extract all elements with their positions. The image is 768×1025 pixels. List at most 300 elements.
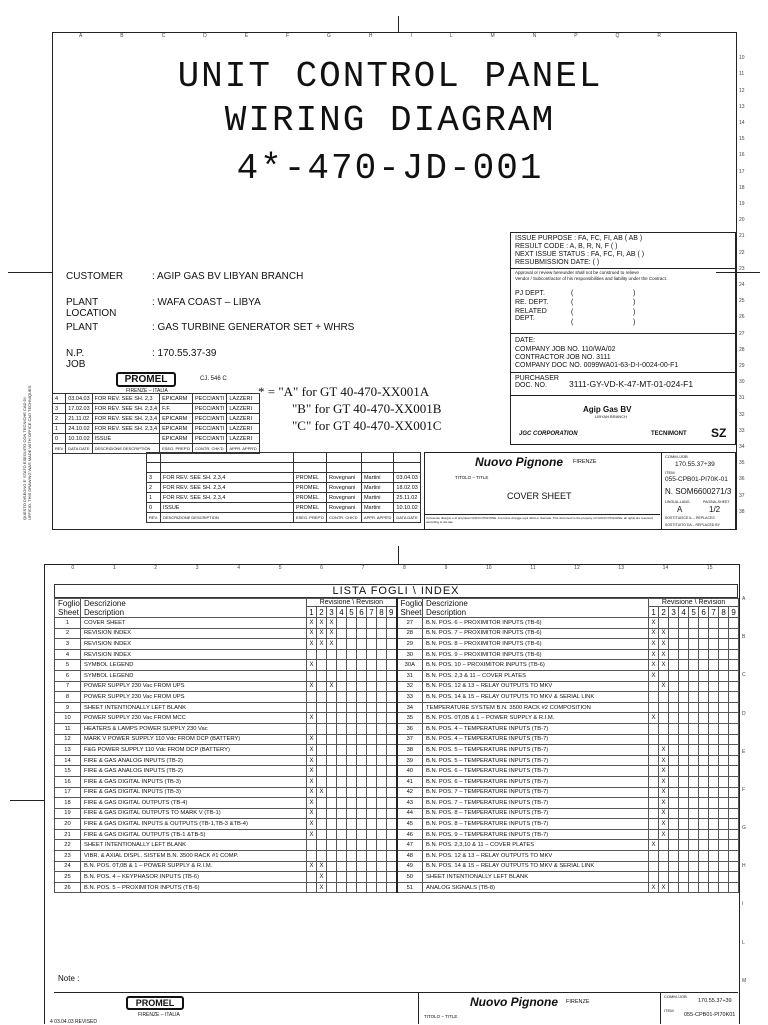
revision-mark: X: [327, 618, 337, 629]
revision-mark: [327, 840, 337, 851]
revision-mark: [649, 702, 659, 713]
revision-mark: [729, 840, 739, 851]
sheet-description: SHEET INTENTIONALLY LEFT BLANK: [423, 872, 649, 883]
revision-mark: X: [659, 808, 669, 819]
revision-mark: X: [307, 808, 317, 819]
table-row: [55, 776, 739, 787]
revision-mark: [649, 723, 659, 734]
revision-mark: [729, 829, 739, 840]
header-foglio: [55, 599, 81, 618]
revision-cell-empty: [160, 463, 293, 473]
revision-cell-b: Rovegnani: [326, 493, 361, 503]
next-issue-line: NEXT ISSUE STATUS : FA, FC, FI, AB ( ): [515, 251, 645, 258]
revision-mark: [699, 618, 709, 629]
promel-code: CJ. 546 C: [200, 376, 227, 382]
table-row: [55, 787, 739, 798]
revision-cell-empty: [160, 453, 293, 463]
crop-mark-top: [398, 16, 399, 32]
ruler-label: 11: [530, 565, 536, 571]
revision-mark: [317, 649, 327, 660]
revision-cell-rev: 3: [53, 404, 66, 414]
revision-cell-desc: FOR REV. SEE SH. 2,3,4: [160, 493, 293, 503]
revision-mark: [679, 787, 689, 798]
revision-cell-empty: [394, 463, 421, 473]
revision-cell-rev: 0: [53, 434, 66, 444]
revision-mark: X: [307, 734, 317, 745]
revision-mark: [347, 798, 357, 809]
info-value: : GAS TURBINE GENERATOR SET + WHRS: [152, 322, 355, 333]
revision-mark: [669, 819, 679, 830]
revision-mark: [679, 692, 689, 703]
table-row: [55, 808, 739, 819]
table-row: [55, 681, 739, 692]
revision-mark: [387, 787, 397, 798]
ruler-label: 10: [486, 565, 492, 571]
ruler-label: 14: [662, 565, 669, 571]
revision-mark: [337, 776, 347, 787]
company-job-no: COMPANY JOB NO. 110/WA/02: [515, 346, 616, 353]
revision-mark: [347, 649, 357, 660]
revision-mark: [719, 787, 729, 798]
sheet-number: 47: [397, 840, 423, 851]
revision-mark: [699, 787, 709, 798]
revision-mark: [659, 702, 669, 713]
revision-mark: [649, 851, 659, 862]
index-item: 055-CPB01-PI70K01: [684, 1012, 736, 1018]
index-comm-job-label: COMM./JOB: [664, 994, 687, 999]
revision-cell-date: 10.10.02: [66, 434, 92, 444]
ruler-label: 35: [739, 460, 745, 467]
revision-mark: [377, 787, 387, 798]
revision-row: [147, 483, 421, 493]
revision-mark: [669, 829, 679, 840]
revision-mark: [649, 829, 659, 840]
revision-mark: [669, 808, 679, 819]
revision-mark: [649, 755, 659, 766]
crop-mark-left: [8, 272, 52, 273]
revision-mark: [367, 734, 377, 745]
revision-mark: [317, 819, 327, 830]
revision-mark: [649, 819, 659, 830]
ruler-label: 30: [739, 379, 745, 386]
revision-mark: [649, 787, 659, 798]
revision-mark: X: [649, 649, 659, 660]
revision-mark: X: [327, 639, 337, 650]
revision-number-header: 1: [649, 607, 659, 618]
revision-mark: [357, 861, 367, 872]
cover-sheet-title: COVER SHEET: [507, 491, 572, 501]
ruler-label: 38: [739, 508, 745, 515]
sheet-number: 30: [397, 649, 423, 660]
purchaser-doc-label: PURCHASER DOC. NO.: [515, 375, 559, 389]
ruler-label: 37: [739, 492, 745, 499]
sheet-number: 12: [55, 734, 81, 745]
ruler-label: M: [490, 33, 495, 39]
ruler-label: 4: [237, 565, 240, 571]
table-row: [55, 618, 739, 629]
sheet-number: 13: [55, 745, 81, 756]
contractor-job-no: CONTRACTOR JOB NO. 3111: [515, 354, 611, 361]
sheet-description: B.N. POS. 7 – PROXIMITOR INPUTS (TB-6): [423, 628, 649, 639]
revision-mark: [679, 819, 689, 830]
revision-mark: [709, 713, 719, 724]
sheet-number: 44: [397, 808, 423, 819]
revision-mark: [377, 639, 387, 650]
revision-mark: [337, 649, 347, 660]
revision-mark: [679, 755, 689, 766]
titolo-label: TITOLO – TITLE: [455, 475, 489, 480]
revision-header-b: CONTR. CHK'D: [193, 444, 227, 454]
revision-mark: [327, 882, 337, 893]
revision-mark: [327, 819, 337, 830]
sheet-number: 14: [55, 755, 81, 766]
revision-mark: X: [327, 628, 337, 639]
revision-mark: [719, 829, 729, 840]
revision-mark: [709, 872, 719, 883]
sheet-description: COVER SHEET: [81, 618, 307, 629]
revision-mark: X: [659, 787, 669, 798]
sz-logo: SZ: [711, 426, 727, 440]
revision-mark: [689, 819, 699, 830]
revision-mark: [347, 745, 357, 756]
revision-mark: [327, 798, 337, 809]
sheet-number: 15: [55, 766, 81, 777]
revision-mark: [719, 734, 729, 745]
sheet-description: POWER SUPPLY 230 Vac FROM UPS: [81, 692, 307, 703]
revision-number-header: 2: [659, 607, 669, 618]
revision-header-a: ESEG. PREP'D: [293, 513, 326, 523]
revision-mark: [377, 808, 387, 819]
revision-mark: [357, 819, 367, 830]
revision-mark: [367, 755, 377, 766]
revision-mark: [679, 861, 689, 872]
revision-header-date: DATA DATE: [394, 513, 421, 523]
table-row: [55, 840, 739, 851]
approval-note-2: Vendor / Subcontractor of his responsibilities and liability under the Contract.: [515, 276, 668, 281]
revision-mark: [689, 745, 699, 756]
revision-cell-rev: 2: [147, 483, 161, 493]
revision-mark: [377, 745, 387, 756]
revision-mark: [709, 702, 719, 713]
revision-cell-date: 21.11.02: [66, 414, 92, 424]
tecnimont-logo: TECNIMONT: [651, 431, 687, 437]
revision-mark: X: [307, 861, 317, 872]
revision-mark: [689, 829, 699, 840]
revision-mark: [719, 776, 729, 787]
revision-mark: [337, 734, 347, 745]
revision-mark: [669, 861, 679, 872]
header-revision: Revisione \ Revision: [649, 599, 739, 607]
revision-mark: [357, 872, 367, 883]
revision-mark: [669, 798, 679, 809]
revision-mark: [729, 776, 739, 787]
revision-mark: [367, 702, 377, 713]
sheet-number: 42: [397, 787, 423, 798]
sheet-description: B.N. POS. 8 – TEMPERATURE INPUTS (TB-7): [423, 808, 649, 819]
revision-mark: [387, 819, 397, 830]
sheet-number: 21: [55, 829, 81, 840]
revision-mark: [377, 840, 387, 851]
title-line-2: WIRING DIAGRAM: [224, 100, 556, 141]
revision-number-header: 2: [317, 607, 327, 618]
revision-mark: [387, 745, 397, 756]
revision-mark: [719, 723, 729, 734]
revision-mark: [387, 660, 397, 671]
revision-cell-desc: FOR REV. SEE SH. 2,3,4: [160, 473, 293, 483]
revision-mark: [337, 713, 347, 724]
revision-mark: [669, 766, 679, 777]
revision-mark: [699, 808, 709, 819]
sheet-description: SYMBOL LEGEND: [81, 670, 307, 681]
sheet-description: POWER SUPPLY 230 Vac FROM MCC: [81, 713, 307, 724]
ruler-label: I: [410, 33, 412, 39]
title-line-1: UNIT CONTROL PANEL: [177, 56, 603, 97]
revision-mark: [367, 670, 377, 681]
ruler-label: 5: [278, 565, 282, 571]
table-row: [55, 628, 739, 639]
ruler-label: B: [120, 33, 124, 39]
revision-number-header: 5: [347, 607, 357, 618]
revision-mark: [347, 776, 357, 787]
sheet-description: B.N. POS. 8 – TEMPERATURE INPUTS (TB-7): [423, 819, 649, 830]
revision-mark: [719, 660, 729, 671]
revision-mark: [699, 798, 709, 809]
sheet-number: 28: [397, 628, 423, 639]
sheet-description: B.N. POS. 5 – TEMPERATURE INPUTS (TB-7): [423, 755, 649, 766]
revision-mark: [307, 872, 317, 883]
revision-mark: [729, 702, 739, 713]
revision-mark: [317, 766, 327, 777]
revision-mark: [699, 660, 709, 671]
revision-mark: [689, 861, 699, 872]
revision-mark: [679, 808, 689, 819]
sheet-number: 51: [397, 882, 423, 893]
sheet-number: 35: [397, 713, 423, 724]
ruler-label: 9: [444, 565, 448, 571]
revision-mark: [659, 618, 669, 629]
revision-cell-c: LAZZERI: [227, 434, 259, 444]
revision-mark: [347, 840, 357, 851]
ruler-label: B: [742, 634, 746, 641]
revision-mark: [649, 798, 659, 809]
revision-mark: [669, 670, 679, 681]
revision-mark: [669, 702, 679, 713]
ruler-label: 1: [112, 565, 116, 571]
ruler-label: 15: [706, 565, 713, 571]
table-row: [55, 723, 739, 734]
sheet-description: SHEET INTENTIONALLY LEFT BLANK: [81, 702, 307, 713]
company-doc-no: COMPANY DOC NO. 0099WA01-63-D-I-0024-00-F1: [515, 362, 679, 369]
sheet-description: REVISION INDEX: [81, 628, 307, 639]
promel-revision-table: [52, 393, 260, 454]
table-row: [55, 660, 739, 671]
revision-mark: [357, 649, 367, 660]
revision-mark: [719, 819, 729, 830]
revision-row: [147, 473, 421, 483]
revision-mark: [689, 755, 699, 766]
revision-mark: [719, 670, 729, 681]
sheet-description: TEMPERATURE SYSTEM B.N. 3500 RACK #2 COMPOSITION: [423, 702, 649, 713]
revision-mark: [729, 618, 739, 629]
table-row: [55, 702, 739, 713]
revision-mark: X: [659, 628, 669, 639]
table-row: [55, 692, 739, 703]
table-row: [55, 829, 739, 840]
ruler-label: I: [742, 901, 744, 908]
revision-cell-rev: 1: [53, 424, 66, 434]
revision-mark: X: [659, 745, 669, 756]
index-promel-sub: FIRENZE – ITALIA: [138, 1012, 180, 1018]
revision-mark: [689, 776, 699, 787]
revision-row: [53, 424, 260, 434]
revision-mark: [317, 776, 327, 787]
revision-mark: [729, 660, 739, 671]
revision-mark: [337, 745, 347, 756]
revision-mark: [337, 819, 347, 830]
revision-mark: [387, 861, 397, 872]
sheet-description: F&G POWER SUPPLY 110 Vdc FROM DCP (BATTERY): [81, 745, 307, 756]
revision-mark: [327, 713, 337, 724]
revision-mark: [327, 755, 337, 766]
sheet-description: B.N. POS. 7 – TEMPERATURE INPUTS (TB-7): [423, 798, 649, 809]
variant-c: "C" for GT 40-470-XX001C: [292, 418, 442, 433]
comm-job-label: COMM./JOB: [665, 454, 688, 459]
revision-cell-date: 10.10.02: [394, 503, 421, 513]
revision-number-header: 9: [387, 607, 397, 618]
revision-mark: [649, 766, 659, 777]
info-label: N.P. JOB: [66, 348, 86, 370]
ruler-label: 11: [739, 71, 745, 78]
revision-mark: [327, 660, 337, 671]
revision-mark: X: [317, 639, 327, 650]
revision-mark: X: [307, 776, 317, 787]
ruler-label: 10: [739, 55, 745, 62]
revision-mark: [689, 618, 699, 629]
re-dept: RE. DEPT.: [515, 299, 549, 306]
revision-mark: [317, 670, 327, 681]
ruler-label: 16: [739, 152, 745, 159]
pj-dept: PJ DEPT.: [515, 290, 545, 297]
revision-mark: [699, 861, 709, 872]
revision-mark: X: [649, 882, 659, 893]
revision-mark: [669, 872, 679, 883]
revision-cell-c: Martini: [361, 473, 393, 483]
index-comm-job: 170.55.37÷39: [698, 998, 732, 1004]
revision-cell-c: LAZZERI: [227, 404, 259, 414]
revision-mark: [729, 755, 739, 766]
revision-mark: X: [307, 628, 317, 639]
related-dept: RELATED DEPT.: [515, 308, 547, 322]
revision-mark: [699, 851, 709, 862]
revision-header-desc: DESCRIZIONE DESCRIPTION: [160, 513, 293, 523]
sheet-description: REVISION INDEX: [81, 639, 307, 650]
sheet-description: HEATERS & LAMPS POWER SUPPLY 230 Vac: [81, 723, 307, 734]
revision-mark: [679, 745, 689, 756]
divider: [511, 333, 735, 334]
revision-mark: X: [317, 861, 327, 872]
revision-mark: [659, 840, 669, 851]
revision-mark: [689, 734, 699, 745]
sheet-description: SHEET INTENTIONALLY LEFT BLANK: [81, 840, 307, 851]
revision-mark: [679, 851, 689, 862]
revision-mark: [317, 829, 327, 840]
revision-mark: [367, 776, 377, 787]
revision-mark: X: [307, 618, 317, 629]
revision-mark: X: [649, 628, 659, 639]
legal-notice: Il presente disegno e di proprieta NUOVO PIGNONE. A termine di legge ogni diritto e riservato. This document is the property of NUOVO PIGNONE, all rights are reserved according to the law.: [425, 514, 660, 525]
divider: [660, 992, 661, 1024]
revision-mark: [317, 840, 327, 851]
issue-purpose-box: [510, 232, 736, 445]
dept-bracket: (: [571, 319, 574, 326]
sheet-number: 41: [397, 776, 423, 787]
revision-mark: [669, 734, 679, 745]
revision-mark: [689, 882, 699, 893]
revision-cell-a: EPICARM: [160, 394, 193, 404]
header-sheet-en: Sheet: [58, 608, 79, 617]
revision-mark: [719, 649, 729, 660]
crop-mark-index-top: [398, 546, 399, 564]
revision-mark: [337, 639, 347, 650]
revision-mark: [327, 851, 337, 862]
sheet-description: B.N. POS. 4 – KEYPHASOR INPUTS (TB-6): [81, 872, 307, 883]
ruler-label: 2: [154, 565, 158, 571]
revision-header-rev: REV: [53, 444, 66, 454]
revision-cell-desc: ISSUE: [160, 503, 293, 513]
header-foglio-it: Foglio: [58, 599, 80, 608]
sheet-number: 2: [55, 628, 81, 639]
revision-mark: [317, 745, 327, 756]
revision-mark: [649, 861, 659, 872]
revision-mark: [709, 681, 719, 692]
ruler-label: P: [574, 33, 578, 39]
item-value: 055-CPB01-PI70K-01: [665, 476, 728, 483]
revision-cell-b: PECCIANTI: [193, 434, 227, 444]
index-item-label: ITEM: [664, 1008, 674, 1013]
dept-bracket: ): [633, 299, 636, 306]
ruler-label: 12: [739, 87, 745, 94]
item-label: ITEM: [665, 470, 675, 475]
revision-row: [147, 493, 421, 503]
revision-mark: [307, 692, 317, 703]
revision-mark: [337, 618, 347, 629]
ruler-label: E: [742, 748, 746, 755]
revision-mark: [729, 766, 739, 777]
sheet-number: 38: [397, 745, 423, 756]
revision-mark: [357, 681, 367, 692]
revision-mark: [347, 670, 357, 681]
revision-number-header: 1: [307, 607, 317, 618]
comm-job-value: 170.55.37÷39: [675, 461, 715, 468]
revision-mark: [669, 713, 679, 724]
revision-mark: [679, 681, 689, 692]
revision-mark: [719, 840, 729, 851]
revision-mark: [719, 808, 729, 819]
info-value: : 170.55.37-39: [152, 348, 217, 359]
revision-mark: [377, 713, 387, 724]
revision-mark: [729, 639, 739, 650]
sheet-description: REVISION INDEX: [81, 649, 307, 660]
revision-mark: [729, 713, 739, 724]
sheet-number: 6: [55, 670, 81, 681]
ruler-label: 28: [739, 346, 745, 353]
header-description: [81, 599, 307, 618]
table-row: [55, 745, 739, 756]
revision-mark: [387, 840, 397, 851]
sheet-number: 5: [55, 660, 81, 671]
revision-mark: X: [659, 681, 669, 692]
ruler-label: H: [368, 33, 373, 39]
